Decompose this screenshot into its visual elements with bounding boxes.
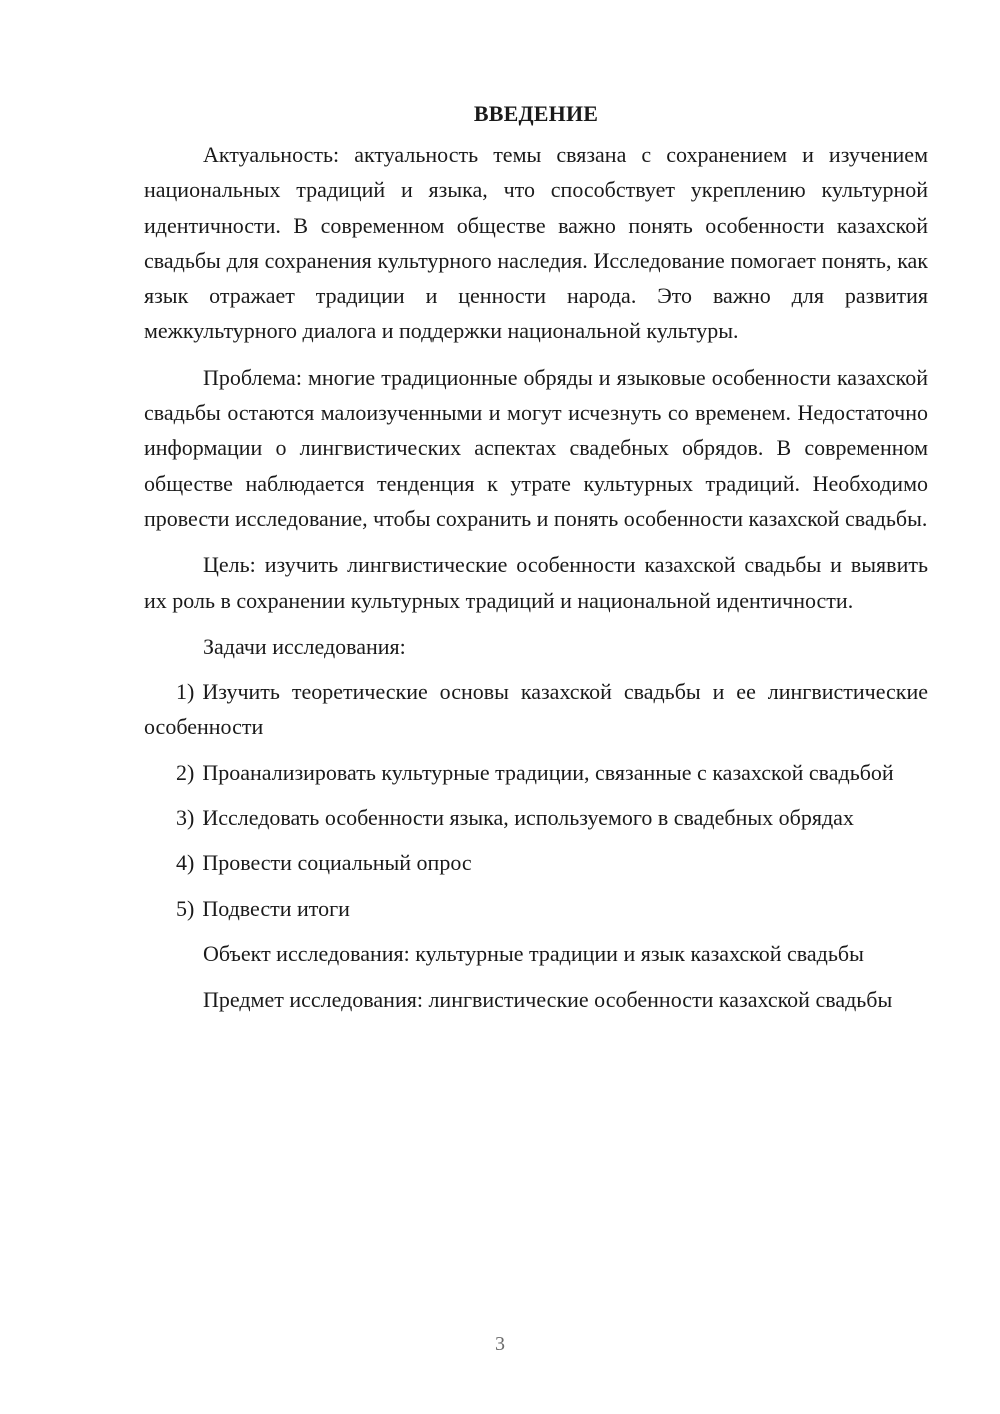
page-content [144, 96, 928, 1029]
document-title: ВВЕДЕНИЕ [473, 101, 599, 126]
goal-paragraph: Цель: изучить лингвистические особенности казахской свадьбы и выявить их роль в сохранении культурных традиций и национальной идентичности. [144, 552, 928, 613]
relevance-paragraph: Актуальность: актуальность темы связана с сохранением и изучением национальных традиций и языка, что способствует укреплению культурной идентичности. В современном обществе важно понять особенности казахской свадьбы для сохранения культурного наследия. Исследование помогает понять, как язык отражает традиции и ценности народа. Это важно для развития межкультурного диалога и поддержки национальной культуры. [144, 142, 928, 344]
task-text: Провести социальный опрос [202, 850, 472, 876]
task-text: Подвести итоги [202, 895, 350, 921]
task-text: Изучить теоретические основы казахской свадьбы и ее лингвистические особенности [144, 679, 928, 740]
page-number: 3 [495, 1333, 505, 1355]
tasks-heading: Задачи исследования: [203, 633, 406, 659]
task-item-1 [144, 674, 928, 745]
task-number: 5) [176, 895, 195, 921]
task-number: 4) [176, 850, 195, 876]
task-number: 1) [176, 679, 195, 705]
task-number: 3) [176, 805, 195, 831]
task-item-2 [144, 755, 928, 790]
task-number: 2) [176, 759, 195, 785]
task-item-3 [144, 800, 928, 835]
object-paragraph: Объект исследования: культурные традиции и язык казахской свадьбы [203, 940, 864, 966]
problem-paragraph: Проблема: многие традиционные обряды и языковые особенности казахской свадьбы остаются малоизученными и могут исчезнуть со временем. Недостаточно информации о лингвистических аспектах свадебных обрядов. В современном обществе наблюдается тенденция к утрате культурных традиций. Необходимо провести исследование, чтобы сохранить и понять особенности казахской свадьбы. [144, 364, 928, 531]
subject-paragraph: Предмет исследования: лингвистические особенности казахской свадьбы [203, 987, 893, 1013]
task-item-4 [144, 845, 928, 880]
task-item-5 [144, 891, 928, 926]
task-text: Проанализировать культурные традиции, связанные с казахской свадьбой [202, 759, 894, 785]
task-text: Исследовать особенности языка, используемого в свадебных обрядах [202, 805, 854, 831]
